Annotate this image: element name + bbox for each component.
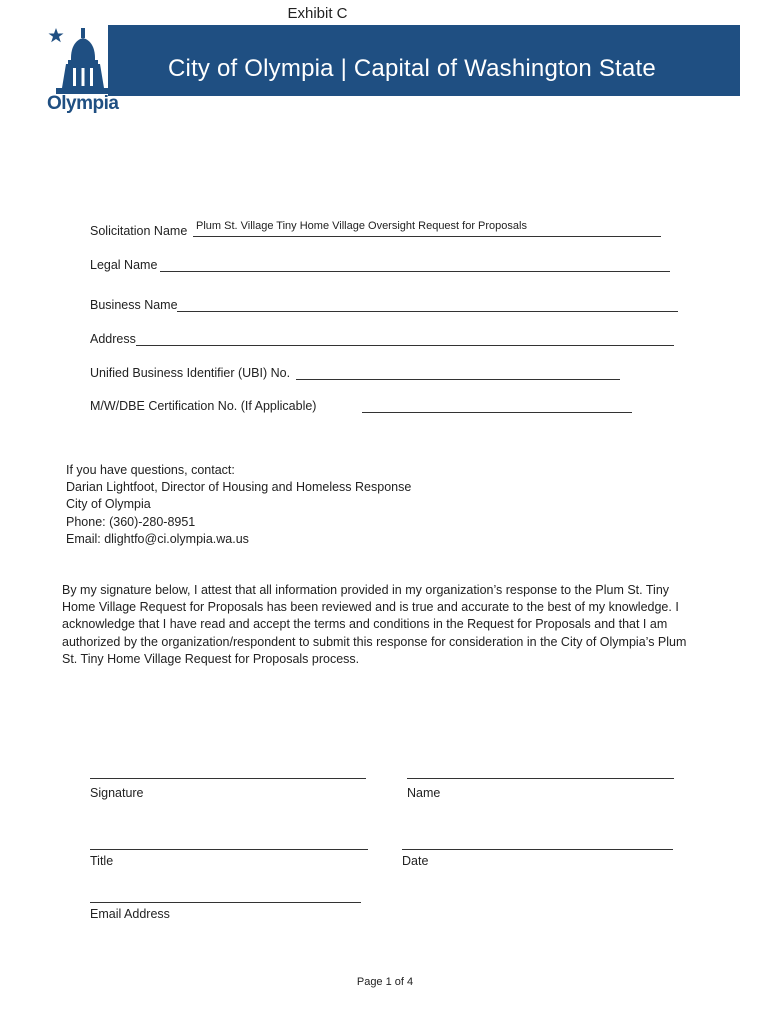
- attestation-line: acknowledge that I have read and accept the terms and conditions in the Request for Proposals and that I am: [62, 617, 668, 632]
- exhibit-label: Exhibit C: [287, 5, 348, 22]
- business-name-line[interactable]: [177, 311, 678, 312]
- banner-title: City of Olympia | Capital of Washington State: [168, 55, 656, 82]
- contact-phone: Phone: (360)-280-8951: [66, 514, 196, 529]
- address-line[interactable]: [136, 345, 674, 346]
- solicitation-name-line[interactable]: [193, 236, 661, 237]
- signature-line[interactable]: [90, 778, 366, 779]
- star-icon: [49, 28, 64, 42]
- page-number: Page 1 of 4: [356, 976, 414, 988]
- business-name-label: Business Name: [90, 298, 178, 312]
- attestation-paragraph: [62, 582, 712, 668]
- email-address-label: Email Address: [90, 907, 170, 921]
- contact-intro: If you have questions, contact:: [66, 463, 235, 477]
- email-address-line[interactable]: [90, 902, 361, 903]
- name-label: Name: [407, 786, 441, 800]
- contact-email: Email: dlightfo@ci.olympia.wa.us: [66, 531, 249, 546]
- attestation-line: St. Tiny Home Village Request for Proposals process.: [62, 651, 360, 666]
- solicitation-name-value[interactable]: Plum St. Village Tiny Home Village Oversight Request for Proposals: [196, 220, 527, 232]
- title-line[interactable]: [90, 849, 368, 850]
- legal-name-label: Legal Name: [90, 258, 158, 272]
- attestation-line: By my signature below, I attest that all information provided in my organization’s response to the Plum St. Tiny: [62, 583, 670, 597]
- mwdbe-label: M/W/DBE Certification No. (If Applicable): [90, 399, 317, 413]
- name-line[interactable]: [407, 778, 674, 779]
- legal-name-line[interactable]: [160, 271, 670, 272]
- solicitation-name-label: Solicitation Name: [90, 224, 188, 238]
- date-line[interactable]: [402, 849, 673, 850]
- mwdbe-line[interactable]: [362, 412, 632, 413]
- title-label: Title: [90, 854, 114, 868]
- address-label: Address: [90, 332, 136, 346]
- signature-label: Signature: [90, 786, 144, 800]
- attestation-line: authorized by the organization/respondent to submit this response for consideration in the City of Olympia’s Plum: [62, 634, 687, 649]
- attestation-line: Home Village Request for Proposals has been reviewed and is true and accurate to the best of my knowledge. I: [62, 600, 679, 615]
- contact-org: City of Olympia: [66, 497, 151, 512]
- ubi-label: Unified Business Identifier (UBI) No.: [90, 366, 291, 380]
- logo-wordmark: Olympia: [47, 93, 119, 114]
- date-label: Date: [402, 854, 429, 868]
- contact-block: [66, 462, 411, 548]
- ubi-line[interactable]: [296, 379, 620, 380]
- contact-person: Darian Lightfoot, Director of Housing and Homeless Response: [66, 480, 412, 495]
